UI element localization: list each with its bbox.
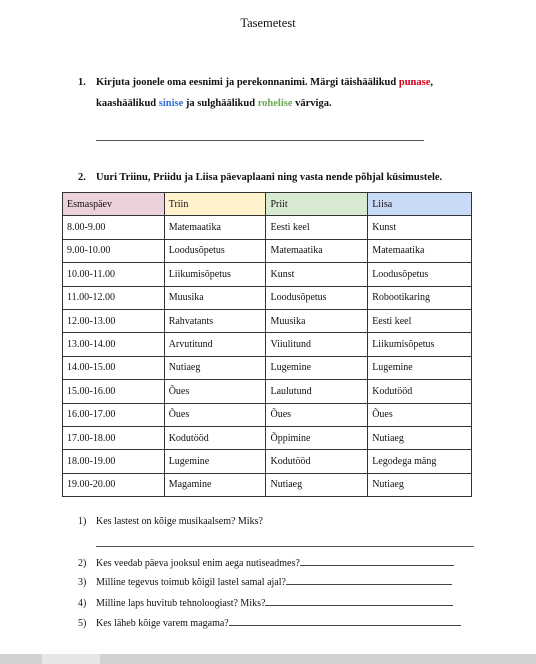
table-row <box>63 286 472 309</box>
activity-cell: Legodega mäng <box>368 450 472 473</box>
header-day: Esmaspäev <box>63 193 165 216</box>
answer-line-3[interactable] <box>286 575 452 585</box>
activity-cell: Kunst <box>368 216 472 239</box>
activity-cell: Õues <box>164 403 266 426</box>
time-cell: 12.00-13.00 <box>63 309 165 332</box>
task-1-text-c: kaashäälikud <box>96 98 159 109</box>
activity-cell: Nutiaeg <box>164 356 266 379</box>
table-row <box>63 403 472 426</box>
activity-cell: Eesti keel <box>266 216 368 239</box>
activity-cell: Matemaatika <box>266 239 368 262</box>
table-row <box>63 450 472 473</box>
time-cell: 9.00-10.00 <box>63 239 165 262</box>
name-answer-line[interactable] <box>96 140 424 141</box>
header-liisa: Liisa <box>368 193 472 216</box>
question-text: Milline laps huvitub tehnoloogiast? Miks? <box>96 598 266 609</box>
activity-cell: Nutiaeg <box>368 473 472 496</box>
activity-cell: Kunst <box>266 263 368 286</box>
activity-cell: Lugemine <box>266 356 368 379</box>
task-1-word-red: punase <box>398 77 431 88</box>
activity-cell: Õues <box>164 380 266 403</box>
time-cell: 15.00-16.00 <box>63 380 165 403</box>
activity-cell: Loodusõpetus <box>266 286 368 309</box>
table-row <box>63 356 472 379</box>
time-cell: 8.00-9.00 <box>63 216 165 239</box>
activity-cell: Eesti keel <box>368 309 472 332</box>
question-3 <box>78 575 452 588</box>
time-cell: 13.00-14.00 <box>63 333 165 356</box>
activity-cell: Liikumisõpetus <box>164 263 266 286</box>
question-4 <box>78 596 453 609</box>
activity-cell: Muusika <box>266 309 368 332</box>
question-text: Kes veedab päeva jooksul enim aega nutiseadmes? <box>96 558 300 569</box>
activity-cell: Magamine <box>164 473 266 496</box>
task-1-word-blue: sinise <box>158 98 184 109</box>
table-row <box>63 380 472 403</box>
task-1-text-d: ja sulghäälikud <box>183 98 258 109</box>
scrollbar-thumb[interactable] <box>100 654 536 664</box>
question-text: Kes lastest on kõige musikaalsem? Miks? <box>96 516 263 527</box>
task-2-number: 2. <box>78 172 86 183</box>
activity-cell: Arvutitund <box>164 333 266 356</box>
page-title: Tasemetest <box>240 16 296 30</box>
task-1-number: 1. <box>78 77 86 88</box>
table-row <box>63 239 472 262</box>
question-text: Milline tegevus toimub kõigil lastel samal ajal? <box>96 577 286 588</box>
answer-line-5[interactable] <box>229 616 461 626</box>
activity-cell: Lugemine <box>368 356 472 379</box>
activity-cell: Muusika <box>164 286 266 309</box>
answer-line-1[interactable] <box>96 546 474 547</box>
task-2-text: Uuri Triinu, Priidu ja Liisa päevaplaani ning vasta nende põhjal küsimustele. <box>96 172 443 183</box>
activity-cell: Robootikaring <box>368 286 472 309</box>
time-cell: 16.00-17.00 <box>63 403 165 426</box>
table-row <box>63 263 472 286</box>
activity-cell: Kodutööd <box>164 426 266 449</box>
answer-line-2[interactable] <box>300 556 454 566</box>
activity-cell: Kodutööd <box>266 450 368 473</box>
header-triin: Triin <box>164 193 266 216</box>
table-row <box>63 426 472 449</box>
table-header-row <box>63 193 472 216</box>
activity-cell: Loodusõpetus <box>368 263 472 286</box>
task-1-text-a: Kirjuta joonele oma eesnimi ja perekonnanimi. Märgi täishäälikud <box>96 77 399 88</box>
activity-cell: Rahvatants <box>164 309 266 332</box>
activity-cell: Õppimine <box>266 426 368 449</box>
scrollbar-segment <box>0 654 42 664</box>
time-cell: 10.00-11.00 <box>63 263 165 286</box>
question-2 <box>78 556 454 569</box>
activity-cell: Laulutund <box>266 380 368 403</box>
table-row <box>63 473 472 496</box>
time-cell: 18.00-19.00 <box>63 450 165 473</box>
time-cell: 14.00-15.00 <box>63 356 165 379</box>
activity-cell: Nutiaeg <box>266 473 368 496</box>
task-1-line-1 <box>78 72 478 93</box>
activity-cell: Matemaatika <box>368 239 472 262</box>
question-5 <box>78 616 461 629</box>
header-priit: Priit <box>266 193 368 216</box>
question-1 <box>78 516 263 527</box>
time-cell: 11.00-12.00 <box>63 286 165 309</box>
question-number: 2) <box>78 558 87 569</box>
activity-cell: Matemaatika <box>164 216 266 239</box>
question-number: 1) <box>78 516 87 527</box>
answer-line-4[interactable] <box>265 596 453 606</box>
activity-cell: Õues <box>266 403 368 426</box>
table-row <box>63 309 472 332</box>
bottom-scrollbar[interactable] <box>0 654 536 664</box>
time-cell: 19.00-20.00 <box>63 473 165 496</box>
table-row <box>63 216 472 239</box>
activity-cell: Viiulitund <box>266 333 368 356</box>
question-number: 4) <box>78 598 87 609</box>
schedule-table <box>62 192 472 497</box>
table-row <box>63 333 472 356</box>
task-1-word-green: rohelise <box>257 98 293 109</box>
question-number: 3) <box>78 577 87 588</box>
time-cell: 17.00-18.00 <box>63 426 165 449</box>
activity-cell: Loodusõpetus <box>164 239 266 262</box>
activity-cell: Liikumisõpetus <box>368 333 472 356</box>
task-2-instruction <box>78 172 498 183</box>
task-1-line-2 <box>78 93 478 114</box>
activity-cell: Lugemine <box>164 450 266 473</box>
task-1-instruction <box>78 72 478 114</box>
activity-cell: Kodutööd <box>368 380 472 403</box>
question-number: 5) <box>78 618 87 629</box>
task-1-text-e: värviga. <box>292 98 332 109</box>
task-1-text-b: , <box>430 77 433 88</box>
activity-cell: Nutiaeg <box>368 426 472 449</box>
activity-cell: Õues <box>368 403 472 426</box>
question-text: Kes läheb kõige varem magama? <box>96 618 229 629</box>
